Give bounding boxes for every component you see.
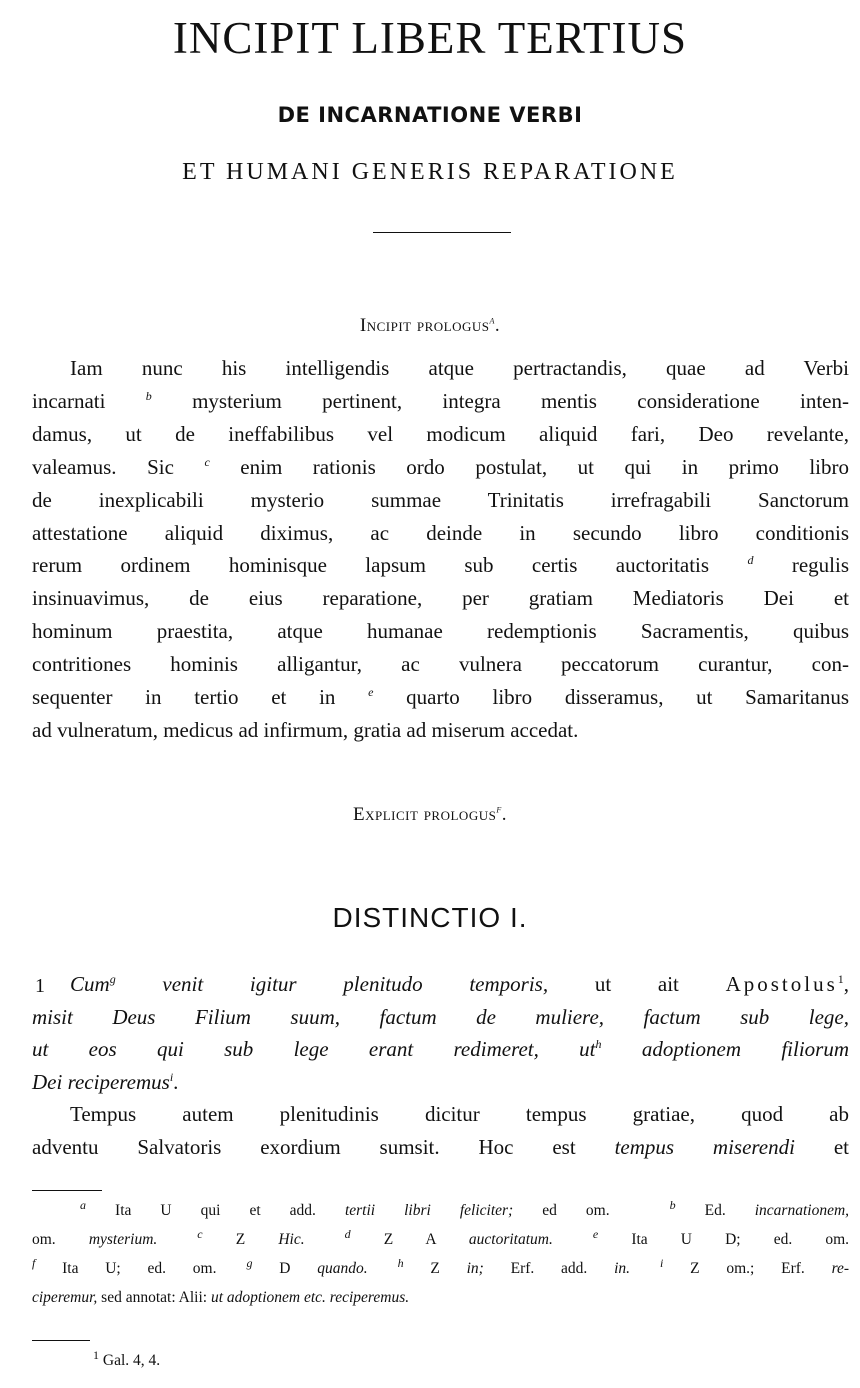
text-run: ad vulneratum, medicus ad infirmum, gratia ad miserum accedat. (32, 717, 579, 742)
footnote-line (32, 1283, 849, 1312)
text-run: insinuavimus, de eius reparatione, per gratiam Mediatoris Dei et (32, 586, 849, 611)
footnote-mark: e (368, 685, 374, 700)
title-rule (373, 232, 511, 233)
text-run: damus, ut de ineffabilibus vel modicum aliquid fari, Deo revelante, (32, 421, 849, 446)
text-line (32, 615, 849, 648)
text-run: ut eos qui sub lege erant redimeret, ut (32, 1037, 596, 1061)
footnote-mark: a (80, 1197, 86, 1212)
text-line (32, 648, 849, 681)
text-run: Z (430, 1260, 467, 1277)
text-run: incarnationem, (754, 1202, 850, 1219)
text-run: mysterium pertinent, integra mentis consideratione inten- (151, 388, 849, 413)
footnote-mark: a (489, 312, 495, 327)
text-run: ut adoptionem etc. reciperemus. (210, 1289, 410, 1306)
text-run: enim rationis ordo postulat, ut qui in primo libro (209, 454, 850, 479)
footnote-mark: h (595, 1037, 602, 1051)
text-run: rerum ordinem hominisque lapsum sub certis auctoritatis (32, 553, 748, 578)
text-run: quando. (317, 1260, 368, 1277)
text-run: , (843, 972, 850, 996)
text-run: om. (32, 1231, 89, 1248)
footnote-mark: b (145, 388, 152, 403)
footnote-mark: g (246, 1255, 253, 1270)
footnote-mark: i (169, 1069, 174, 1084)
footnote-rule (32, 1190, 102, 1191)
footnote-mark: b (669, 1197, 676, 1212)
prologue-incipit-text: Incipit prologus (359, 315, 490, 336)
text-run: Z (235, 1231, 279, 1248)
prologue-incipit: Incipit prologus$^a$. (359, 312, 501, 336)
footnote-mark: c (204, 454, 210, 469)
prologue-body (32, 352, 849, 747)
text-line (32, 451, 849, 484)
text-line: Tempus autem plenitudinis dicitur tempus gratiae, quod ab (70, 1102, 849, 1126)
text-run: adventu Salvatoris exordium sumsit. Hoc est (32, 1134, 615, 1159)
source-mark: 1 (837, 972, 844, 986)
footnote-line (32, 1196, 849, 1225)
text-run: et (794, 1134, 849, 1159)
text-line (32, 385, 849, 418)
text-run: re- (831, 1260, 850, 1277)
text-run: regulis (753, 553, 849, 578)
text-run: mysterium. (88, 1231, 158, 1248)
footnote-line (32, 1254, 849, 1283)
book-title: INCIPIT LIBER TERTIUS (172, 13, 688, 63)
footnote-mark: g (109, 972, 116, 986)
source-mark: 1 (93, 1347, 99, 1362)
text-run: incarnati (32, 388, 146, 413)
book-subtitle-line1: DE INCARNATIONE VERBI (277, 103, 583, 127)
footnote-mark: f (32, 1255, 36, 1270)
text-run: in; (466, 1260, 484, 1277)
footnote-mark: f (496, 801, 502, 816)
text-line (32, 1131, 849, 1164)
text-run: . (173, 1069, 179, 1094)
text-run: Ita U; ed. om. (62, 1260, 217, 1277)
text-line (32, 418, 849, 451)
text-line (32, 549, 849, 582)
text-run: ed om. (513, 1202, 610, 1219)
text-line (32, 484, 849, 517)
footnote-mark: d (747, 553, 754, 568)
text-line (32, 1066, 849, 1099)
text-line (32, 582, 849, 615)
footnote-mark: e (592, 1226, 599, 1241)
distinctio-heading: DISTINCTIO I. (332, 902, 528, 933)
text-run: Hic. (278, 1231, 305, 1248)
text-run: Erf. add. (483, 1260, 615, 1277)
footnote-mark: h (397, 1255, 404, 1270)
source-text: Gal. 4, 4. (102, 1352, 161, 1369)
text-run: adoptionem filiorum (601, 1037, 849, 1061)
footnote-mark: i (660, 1255, 664, 1270)
prologue-explicit: Explicit prologus$^f$. (353, 801, 507, 825)
source-rule (32, 1340, 90, 1341)
text-run: quarto libro disseramus, ut Samaritanus (373, 685, 849, 710)
text-line (32, 968, 849, 1001)
text-run: Ita U qui et add. (115, 1202, 345, 1219)
text-run: ciperemur, (32, 1289, 98, 1306)
text-run: auctoritatum. (468, 1231, 553, 1248)
book-subtitle-line2: ET HUMANI GENERIS REPARATIONE (182, 159, 678, 185)
text-run: in. (614, 1260, 631, 1277)
distinctio-body (32, 968, 849, 1163)
footnote-mark: c (197, 1226, 203, 1241)
text-run: attestatione aliquid diximus, ac deinde in secundo libro conditionis (32, 520, 849, 545)
text-run: Z A (383, 1231, 469, 1248)
text-run: sequenter in tertio et in (32, 685, 369, 710)
text-run: Z om.; Erf. (690, 1260, 832, 1277)
text-run: Cum (70, 972, 110, 996)
text-run: Ed. (704, 1202, 755, 1219)
text-run: Ita U D; ed. om. (631, 1231, 850, 1248)
text-line (32, 714, 849, 747)
text-line (32, 681, 849, 714)
text-run: hominum praestita, atque humanae redemptionis Sacramentis, quibus (32, 619, 849, 644)
text-run: contritiones hominis alligantur, ac vulnera peccatorum curantur, con- (32, 652, 849, 677)
text-run: valeamus. Sic (32, 454, 205, 479)
text-line (32, 1033, 849, 1066)
text-run: de inexplicabili mysterio summae Trinitatis irrefragabili Sanctorum (32, 487, 849, 512)
text-line: misit Deus Filium suum, factum de muliere, factum sub lege, (32, 1004, 849, 1029)
text-line (32, 517, 849, 550)
text-run: venit igitur plenitudo temporis, (115, 972, 549, 996)
source-note (93, 1347, 161, 1370)
text-run: sed annotat: Alii: (97, 1289, 211, 1306)
text-run: D (279, 1260, 318, 1277)
text-run: Iam nunc his intelligendis atque pertractandis, quae ad Verbi (70, 356, 849, 380)
text-run: Apostolus (725, 972, 838, 996)
paragraph-number: 1 (35, 975, 45, 997)
footnotes (32, 1196, 849, 1312)
footnote-mark: d (344, 1226, 351, 1241)
text-line (32, 352, 849, 385)
text-run: tertii libri feliciter; (344, 1202, 514, 1219)
text-run: tempus miserendi (614, 1134, 795, 1159)
text-run: ut ait (548, 972, 726, 996)
text-run: Dei reciperemus (32, 1069, 170, 1094)
prologue-explicit-text: Explicit prologus (353, 804, 497, 825)
footnote-line (32, 1225, 849, 1254)
